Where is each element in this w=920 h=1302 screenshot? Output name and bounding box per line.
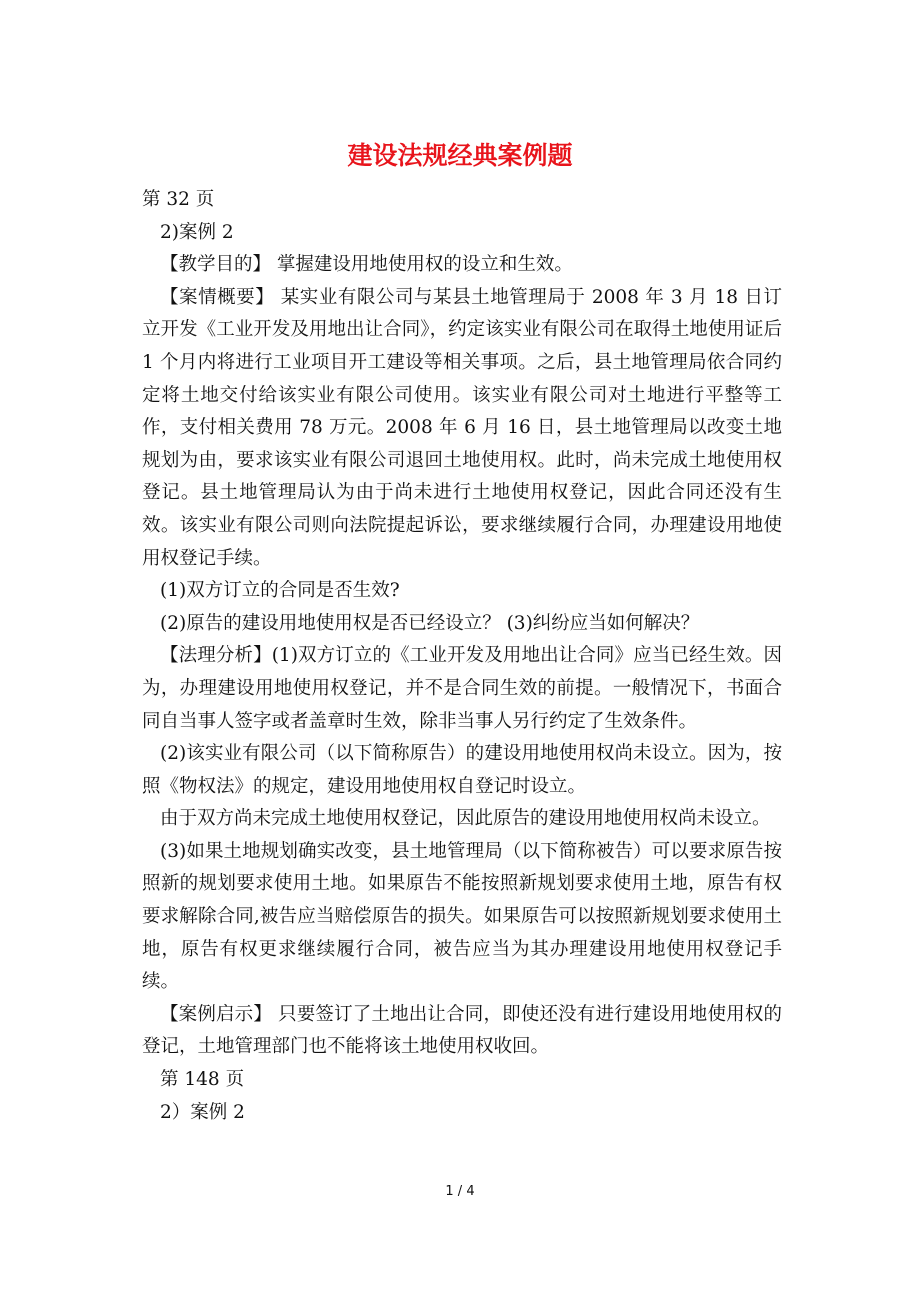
case-heading-1: 2)案例 2 — [160, 221, 234, 243]
page-number: 1 / 4 — [445, 1184, 475, 1199]
question-1: (1)双方订立的合同是否生效? — [160, 580, 400, 602]
document-title: 建设法规经典案例题 — [347, 141, 573, 170]
case-summary: 【案情概要】 某实业有限公司与某县土地管理局于 2008 年 3 月 18 日订立开发《工业开发及用地出让合同》，约定该实业有限公司在取得土地使用证后 1 个月内将进行工业项目开工建设等相关事项。之后，县土地管理局依合同约定将土地交付给该实业有限公司使用。该实业有限公司对土地进行平整等工作，支付相关费用 78 万元。2008 年 6 月 16 日，县土地管理局以改变土地规划为由，要求该实业有限公司退回土地使用权。此时，尚未完成土地使用权登记。县土地管理局认为由于尚未进行土地使用权登记，因此合同还没有生效。该实业有限公司则向法院提起诉讼，要求继续履行合同，办理建设用地使用权登记手续。 — [142, 286, 782, 569]
legal-analysis-1: 【法理分析】(1)双方订立的《工业开发及用地出让合同》应当已经生效。因为，办理建设用地使用权登记，并不是合同生效的前提。一般情况下，书面合同自当事人签字或者盖章时生效，除非当事人另行约定了生效条件。 — [142, 645, 782, 732]
teaching-purpose: 【教学目的】 掌握建设用地使用权的设立和生效。 — [160, 254, 573, 276]
question-2-3: (2)原告的建设用地使用权是否已经设立？ (3)纠纷应当如何解决？ — [160, 612, 700, 634]
legal-analysis-3: (3)如果土地规划确实改变，县土地管理局（以下简称被告）可以要求原告按照新的规划要求使用土地。如果原告不能按照新规划要求使用土地，原告有权要求解除合同,被告应当赔偿原告的损失。如果原告可以按照新规划要求使用土地，原告有权更求继续履行合同，被告应当为其办理建设用地使用权登记手续。 — [142, 840, 782, 993]
legal-analysis-2-conclusion: 由于双方尚未完成土地使用权登记，因此原告的建设用地使用权尚未设立。 — [160, 808, 771, 830]
document-body — [142, 184, 782, 1129]
page-reference-148: 第 148 页 — [160, 1069, 245, 1091]
page-reference-32: 第 32 页 — [142, 189, 215, 210]
case-insight: 【案例启示】 只要签订了土地出让合同，即使还没有进行建设用地使用权的登记，土地管理部门也不能将该土地使用权收回。 — [142, 1003, 782, 1058]
legal-analysis-2: (2)该实业有限公司（以下简称原告）的建设用地使用权尚未设立。因为，按照《物权法》的规定，建设用地使用权自登记时设立。 — [142, 743, 782, 797]
case-heading-2: 2）案例 2 — [160, 1101, 245, 1123]
